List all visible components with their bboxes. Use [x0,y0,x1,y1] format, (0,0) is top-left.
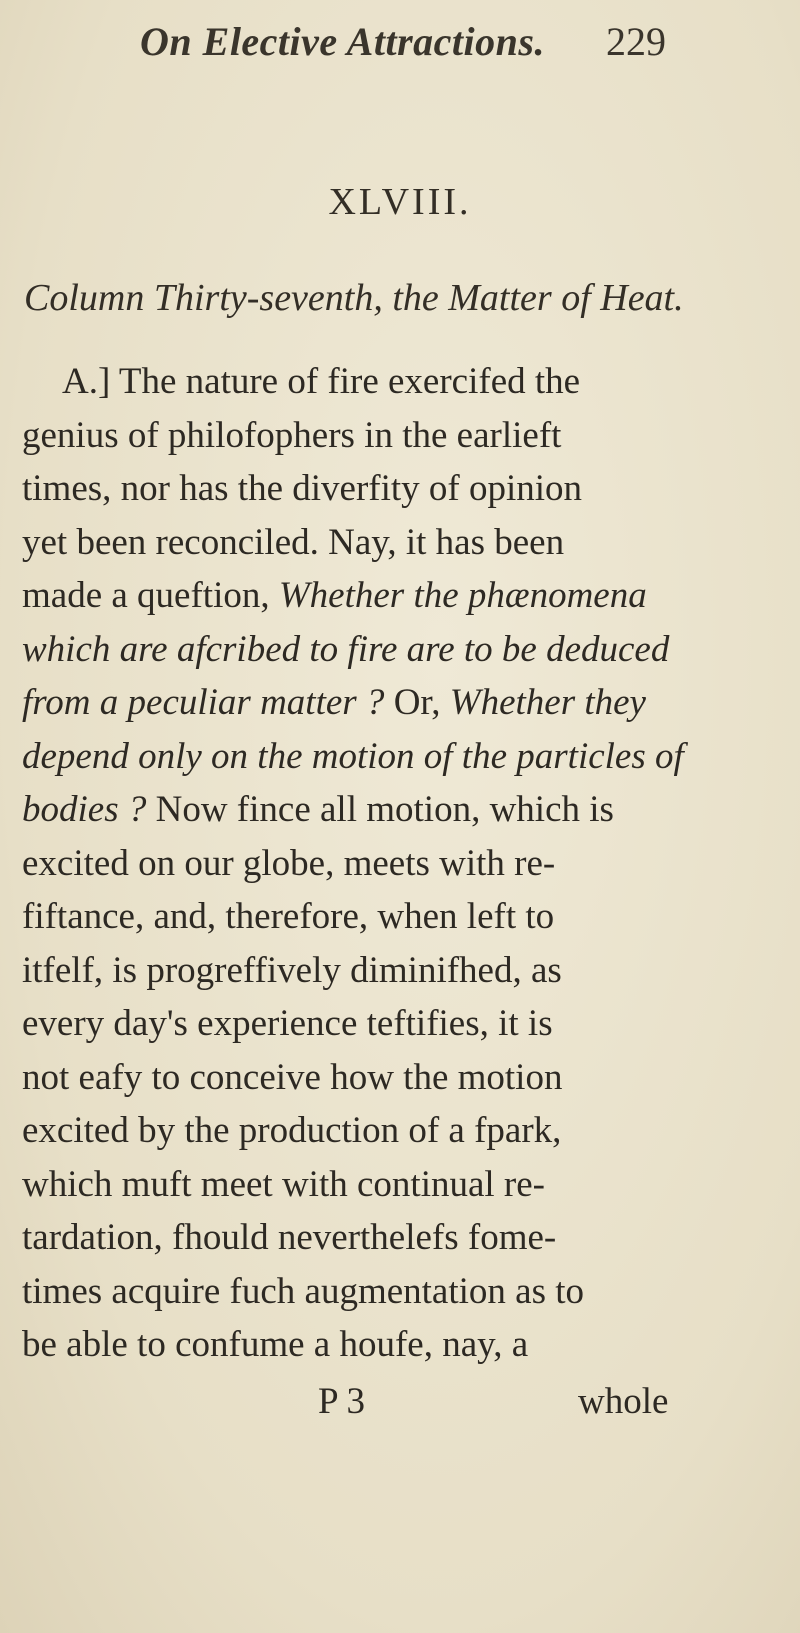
text-line: excited on our globe, meets with re- [22,842,556,884]
text-line: tardation, fhould neverthelefs fome- [22,1217,557,1258]
body-paragraph [22,355,782,1372]
text-line: A.] The nature of fire exercifed the [62,361,581,402]
text-line: genius of philofophers in the earlieft [22,414,562,456]
text-line [22,569,782,623]
text-line: yet been reconciled. Nay, it has been [22,521,565,563]
text-span: Now fince all motion, which is [146,789,614,830]
text-line: depend only on the motion of the particles of [22,735,684,777]
text-line: times acquire fuch augmentation as to [22,1270,585,1312]
text-span: made a queftion, [22,575,279,616]
signature-mark: P 3 [318,1381,365,1422]
text-line: which are afcribed to fire are to be deduced [22,628,670,670]
text-line [22,676,782,730]
text-line: excited by the production of a fpark, [22,1110,562,1151]
text-line: not eafy to conceive how the motion [22,1056,563,1098]
text-line: be able to confume a houfe, nay, a [22,1324,529,1365]
page-number: 229 [606,19,666,64]
text-span: Or, [384,682,450,723]
running-title: On Elective Attractions. [140,19,545,64]
text-line: itfelf, is progreffively diminifhed, as [22,949,562,991]
text-line: which muft meet with continual re- [22,1163,545,1205]
text-line: every day's experience teftifies, it is [22,1003,553,1044]
italic-span: bodies ? [22,789,147,830]
text-line: times, nor has the diverfity of opinion [22,468,583,509]
text-line [22,783,782,837]
italic-span: from a peculiar matter ? [22,682,385,723]
section-number: XLVIII. [328,181,472,223]
text-line: fiftance, and, therefore, when left to [22,896,555,937]
page-footer [0,1380,800,1434]
italic-span: Whether the phænomena [278,575,647,616]
italic-span: Whether they [449,682,646,723]
section-title: Column Thirty-seventh, the Matter of Heat. [24,277,684,319]
catchword: whole [578,1381,669,1422]
